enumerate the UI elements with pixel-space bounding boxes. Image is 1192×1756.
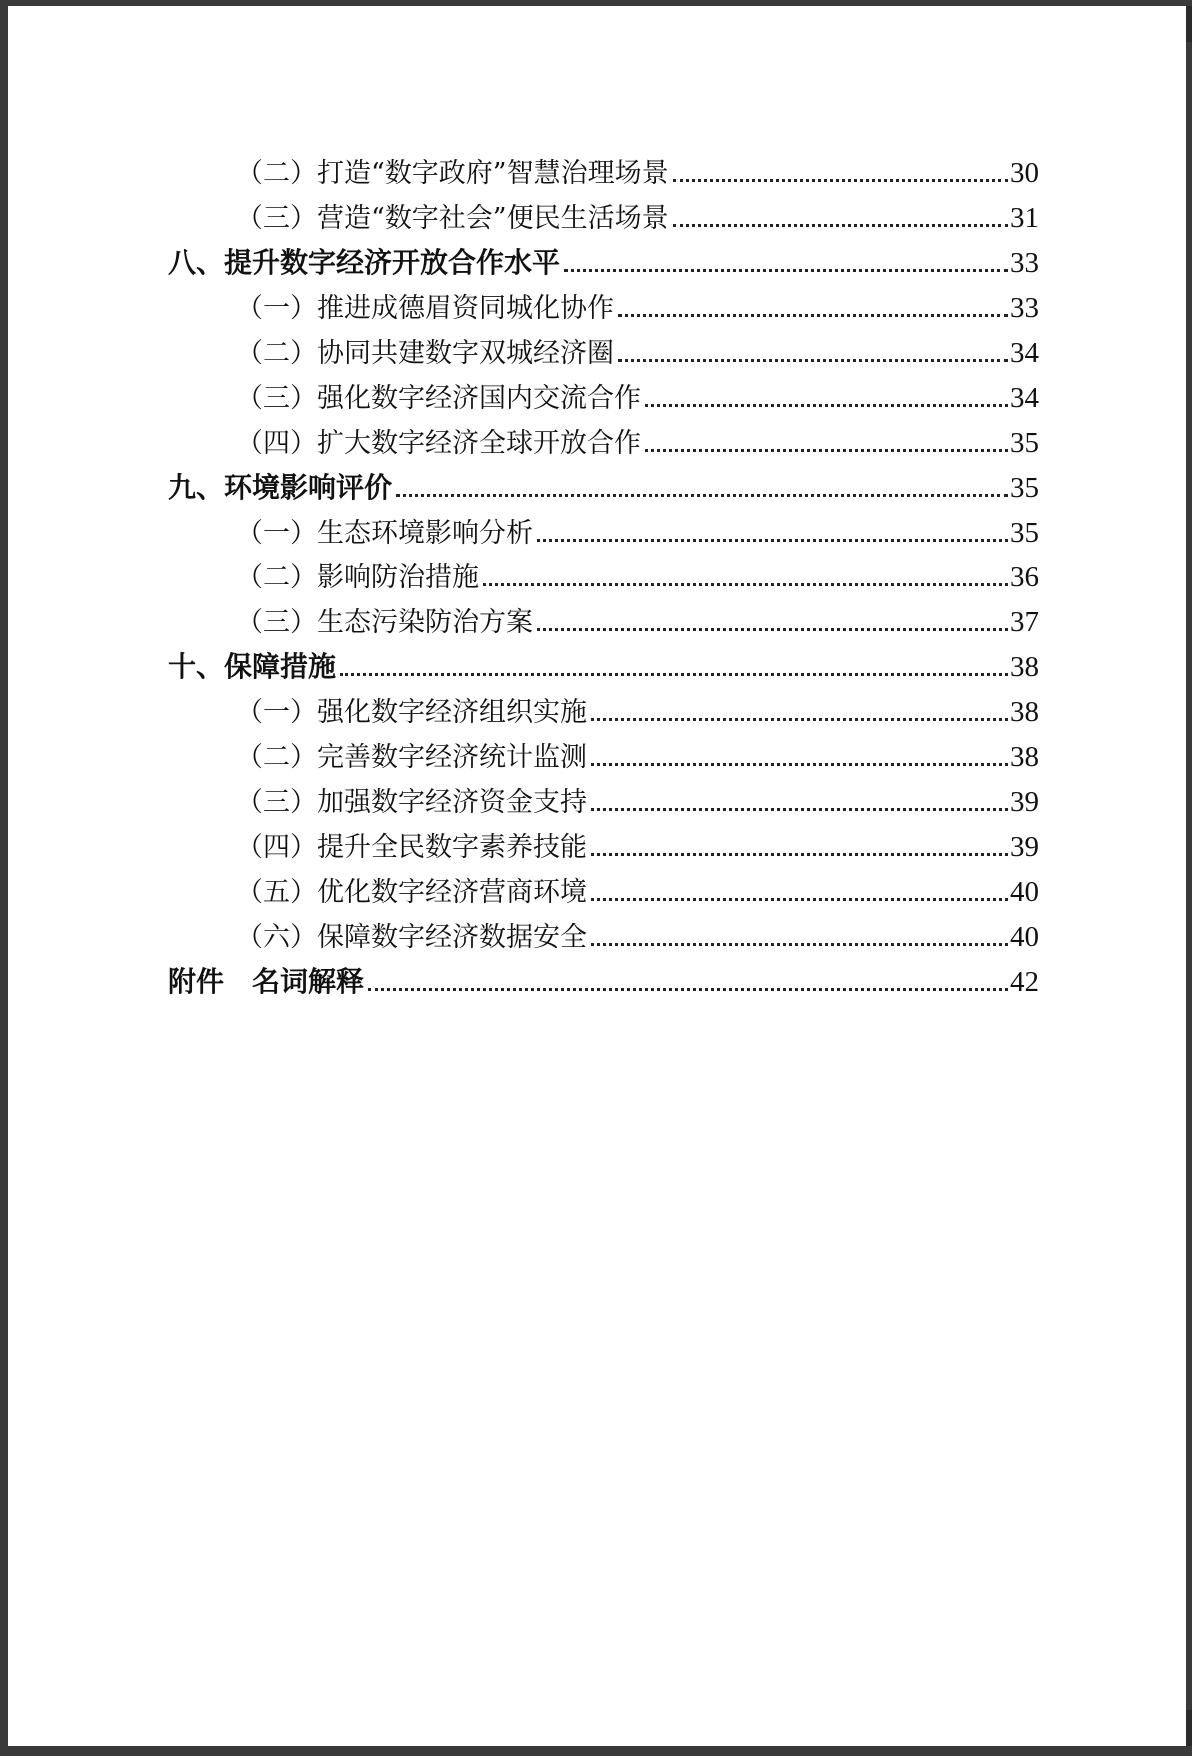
document-page (8, 6, 1186, 1746)
toc-entry[interactable] (168, 825, 1039, 870)
toc-entry-title: （二）影响防治措施 (236, 562, 479, 594)
toc-entry-title: （六）保障数字经济数据安全 (236, 921, 587, 953)
toc-entry[interactable] (168, 555, 1039, 600)
toc-leader-dots (537, 539, 1008, 542)
toc-entry-title: （二）协同共建数字双城经济圈 (236, 337, 614, 369)
toc-page-number: 40 (1010, 876, 1039, 908)
toc-leader-dots (673, 224, 1008, 227)
toc-leader-dots (591, 943, 1008, 946)
toc-page-number: 35 (1010, 471, 1039, 504)
toc-entry-title: （三）强化数字经济国内交流合作 (236, 382, 641, 414)
toc-leader-dots (591, 898, 1008, 901)
table-of-contents (168, 151, 1039, 1005)
toc-page-number: 33 (1010, 291, 1039, 324)
toc-entry-title: （一）强化数字经济组织实施 (236, 697, 587, 729)
toc-entry[interactable] (168, 690, 1039, 735)
toc-chapter-title: 九、环境影响评价 (168, 470, 393, 504)
toc-leader-dots (591, 763, 1008, 766)
toc-entry[interactable] (168, 151, 1039, 196)
toc-leader-dots (591, 718, 1008, 721)
toc-page-number: 38 (1010, 696, 1039, 729)
toc-entry[interactable] (168, 511, 1039, 556)
toc-leader-dots (591, 853, 1008, 856)
toc-page-number: 38 (1010, 651, 1039, 684)
toc-page-number: 40 (1010, 920, 1039, 953)
toc-page-number: 31 (1010, 201, 1039, 234)
toc-page-number: 30 (1010, 157, 1039, 189)
toc-chapter-entry[interactable] (168, 645, 1039, 690)
toc-entry[interactable] (168, 376, 1039, 421)
toc-page-number: 33 (1010, 246, 1039, 279)
toc-leader-dots (483, 583, 1008, 586)
toc-page-number: 39 (1010, 786, 1039, 819)
toc-leader-dots (645, 404, 1008, 407)
toc-leader-dots (645, 449, 1008, 452)
toc-page-number: 35 (1010, 426, 1039, 459)
toc-chapter-entry[interactable] (168, 960, 1039, 1005)
toc-entry-title: （三）生态污染防治方案 (236, 607, 533, 639)
toc-page-number: 37 (1010, 606, 1039, 639)
toc-entry[interactable] (168, 331, 1039, 376)
toc-entry[interactable] (168, 421, 1039, 466)
toc-entry[interactable] (168, 915, 1039, 960)
toc-entry-title: （三）加强数字经济资金支持 (236, 787, 587, 819)
toc-entry[interactable] (168, 196, 1039, 241)
toc-chapter-entry[interactable] (168, 241, 1039, 286)
toc-entry-title: （二）打造“数字政府”智慧治理场景 (236, 158, 669, 189)
toc-entry[interactable] (168, 735, 1039, 780)
toc-page-number: 35 (1010, 516, 1039, 549)
toc-leader-dots (618, 314, 1008, 317)
toc-page-number: 39 (1010, 831, 1039, 864)
toc-entry-title: （四）扩大数字经济全球开放合作 (236, 427, 641, 459)
page-edge-marker (1186, 1710, 1192, 1746)
toc-page-number: 42 (1010, 965, 1039, 998)
toc-page-number: 36 (1010, 561, 1039, 594)
toc-page-number: 34 (1010, 381, 1039, 414)
toc-entry[interactable] (168, 286, 1039, 331)
toc-entry[interactable] (168, 600, 1039, 645)
toc-chapter-title: 十、保障措施 (168, 650, 337, 684)
toc-chapter-title: 附件 名词解释 (168, 964, 365, 998)
toc-entry-title: （三）营造“数字社会”便民生活场景 (236, 202, 669, 234)
toc-leader-dots (591, 808, 1008, 811)
toc-entry-title: （二）完善数字经济统计监测 (236, 742, 587, 774)
toc-leader-dots (340, 673, 1008, 676)
toc-leader-dots (368, 988, 1008, 991)
toc-page-number: 34 (1010, 336, 1039, 369)
toc-leader-dots (537, 628, 1008, 631)
toc-entry-title: （一）生态环境影响分析 (236, 517, 533, 549)
toc-page-number: 38 (1010, 741, 1039, 774)
toc-leader-dots (564, 269, 1008, 272)
toc-leader-dots (396, 494, 1008, 497)
page-edge-marker (1186, 6, 1192, 42)
toc-chapter-title: 八、提升数字经济开放合作水平 (168, 245, 561, 279)
toc-entry-title: （五）优化数字经济营商环境 (236, 877, 587, 908)
toc-chapter-entry[interactable] (168, 466, 1039, 511)
toc-leader-dots (673, 179, 1008, 182)
toc-entry-title: （一）推进成德眉资同城化协作 (236, 292, 614, 324)
toc-entry[interactable] (168, 870, 1039, 915)
toc-entry[interactable] (168, 780, 1039, 825)
toc-entry-title: （四）提升全民数字素养技能 (236, 832, 587, 864)
toc-leader-dots (618, 359, 1008, 362)
